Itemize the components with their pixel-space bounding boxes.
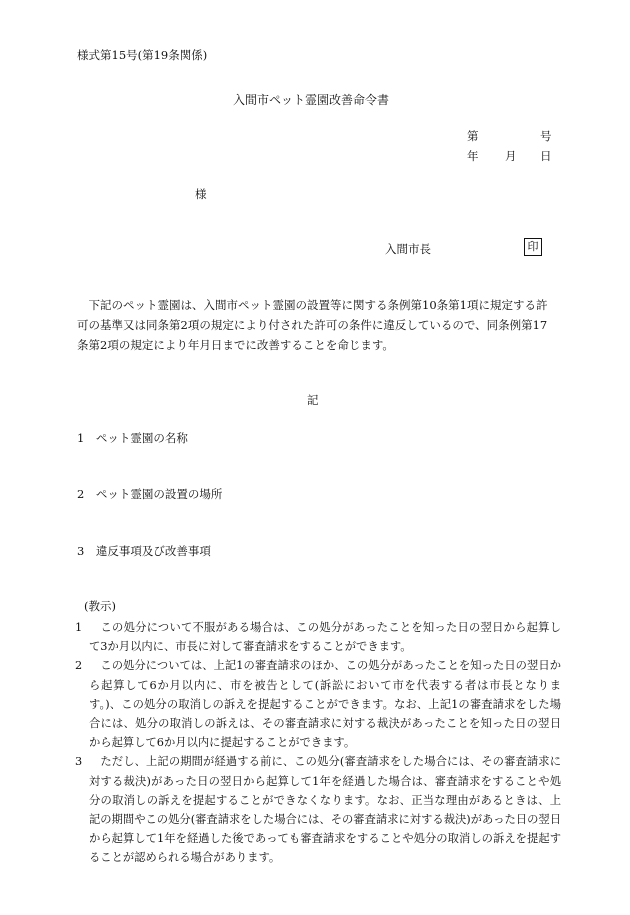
- order-deadline-month: 月: [199, 338, 211, 352]
- order-body-text: 下記のペット霊園は、入間市ペット霊園の設置等に関する条例第10条第1項に規定する許可の基準又は同条第2項の規定により付された許可の条件に違反しているので、同条例第17条第2項の規定により: [77, 298, 548, 352]
- document-number-suffix: 号: [540, 129, 552, 143]
- date-month-label: 月: [505, 149, 517, 163]
- notice-item: [75, 752, 561, 867]
- notice-text: この処分について不服がある場合は、この処分があったことを知った日の翌日から起算して3か月以内に、市長に対して審査請求をすることができます。: [89, 621, 561, 654]
- item-cemetery-name: 1 ペット霊園の名称: [77, 431, 188, 445]
- date-day-label: 日: [540, 149, 552, 163]
- addressee-honorific: 様: [195, 187, 207, 201]
- notice-heading: (教示): [84, 599, 116, 613]
- form-number: 様式第15号(第19条関係): [77, 48, 208, 62]
- date-year-label: 年: [467, 149, 479, 163]
- order-body: [77, 295, 557, 355]
- ki-heading: 記: [307, 393, 319, 407]
- item-cemetery-location: 2 ペット霊園の設置の場所: [77, 487, 223, 501]
- notice-number: 3: [75, 755, 83, 769]
- item-violations: 3 違反事項及び改善事項: [77, 544, 211, 558]
- notice-number: 2: [75, 659, 83, 673]
- issuer-name: 入間市長: [385, 242, 431, 256]
- notice-item: [75, 618, 561, 656]
- seal-mark: 印: [524, 238, 542, 256]
- notice-item: [75, 656, 561, 752]
- notice-text: この処分については、上記1の審査請求のほか、この処分があったことを知った日の翌日から起算して6か月以内に、市を被告として(訴訟において市を代表する者は市長となります。)、この処分の取消しの訴えを提起することができます。なお、上記1の審査請求をした場合には、処分の取消しの訴えは、その審査請求に対する裁決があったことを知った日の翌日から起算して6か月以内に提起することができます。: [89, 659, 561, 750]
- order-deadline-year: 年: [187, 338, 200, 352]
- order-body-ending: 日までに改善することを命じます。: [210, 338, 394, 352]
- document-title: 入間市ペット霊園改善命令書: [233, 93, 390, 107]
- document-number-label: 第: [467, 129, 479, 143]
- notice-number: 1: [75, 621, 83, 634]
- notice-text: ただし、上記の期間が経過する前に、この処分(審査請求をした場合には、その審査請求に対する裁決)があった日の翌日から起算して1年を経過した場合は、審査請求をすることや処分の取消しの訴えを提起することができなくなります。なお、正当な理由があるときは、上記の期間やこの処分(審査請求をした場合には、その審査請求に対する裁決)があった日の翌日から起算して1年を経過した後であっても審査請求をすることや処分の取消しの訴えを提起することが認められる場合があります。: [89, 755, 561, 865]
- notice-list: [75, 618, 561, 868]
